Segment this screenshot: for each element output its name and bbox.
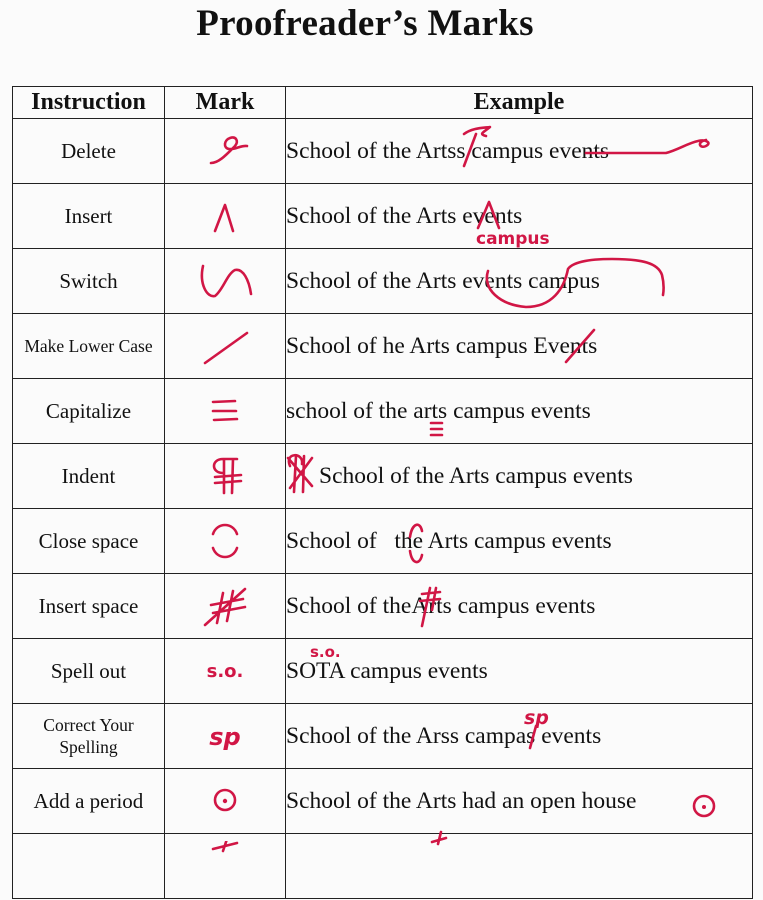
spelling-mark-label: sp <box>209 723 241 751</box>
instruction-cell: Indent <box>13 444 165 509</box>
example-text: SOTA campus events <box>286 657 488 684</box>
example-cell <box>286 184 753 249</box>
table-row <box>13 639 753 704</box>
example-cell <box>286 769 753 834</box>
mark-cell <box>165 444 286 509</box>
table-header-row <box>13 87 753 119</box>
table-row <box>13 704 753 769</box>
header-instruction: Instruction <box>13 87 165 119</box>
spelling-annotation-text: sp <box>524 707 549 729</box>
mark-cell <box>165 509 286 574</box>
table-row <box>13 574 753 639</box>
instruction-cell: Make Lower Case <box>13 314 165 379</box>
spell-out-label: s.o. <box>206 661 244 682</box>
instruction-cell: Insert space <box>13 574 165 639</box>
mark-cell <box>165 119 286 184</box>
instruction-cell: Correct Your Spelling <box>13 704 165 769</box>
table-row <box>13 184 753 249</box>
example-cell <box>286 444 753 509</box>
mark-cell <box>165 834 286 899</box>
spelling-mark-icon <box>193 711 257 761</box>
proofreader-marks-table <box>12 86 753 899</box>
spell-out-annotation-text: s.o. <box>310 643 341 661</box>
example-cell <box>286 119 753 184</box>
header-mark: Mark <box>165 87 286 119</box>
instruction-cell: Close space <box>13 509 165 574</box>
instruction-cell: Switch <box>13 249 165 314</box>
example-cell <box>286 509 753 574</box>
instruction-cell <box>13 834 165 899</box>
table-row <box>13 834 753 899</box>
page-title: Proofreader’s Marks <box>196 3 534 44</box>
table-row <box>13 249 753 314</box>
circled-period-icon <box>193 776 257 826</box>
table-row <box>13 444 753 509</box>
table-row <box>13 509 753 574</box>
table-row <box>13 379 753 444</box>
mark-cell <box>165 704 286 769</box>
spell-out-icon <box>193 646 257 696</box>
paragraph-mark-icon <box>193 451 257 501</box>
example-text: School of the Artss campus events <box>286 137 610 164</box>
example-cell <box>286 249 753 314</box>
example-text: School of the Arts campus events <box>286 527 612 554</box>
mark-cell <box>165 639 286 704</box>
example-cell <box>286 704 753 769</box>
example-text: School of the Arss campas events <box>286 722 602 749</box>
insert-annotation-text: campus <box>476 229 550 249</box>
lowercase-slash-icon <box>193 321 257 371</box>
mark-cell <box>165 769 286 834</box>
insert-space-icon <box>193 581 257 631</box>
instruction-cell: Delete <box>13 119 165 184</box>
example-cell <box>286 834 753 899</box>
example-cell <box>286 639 753 704</box>
header-example: Example <box>286 87 753 119</box>
table-row <box>13 769 753 834</box>
example-text: School of theArts campus events <box>286 592 596 619</box>
mark-cell <box>165 249 286 314</box>
triple-underline-icon <box>193 386 257 436</box>
partial-annotation-icon <box>286 834 753 900</box>
mark-cell <box>165 184 286 249</box>
example-text: School of he Arts campus Events <box>286 332 598 359</box>
table-row <box>13 314 753 379</box>
mark-cell <box>165 574 286 639</box>
instruction-cell: Insert <box>13 184 165 249</box>
table-row <box>13 119 753 184</box>
example-text: School of the Arts campus events <box>319 462 633 489</box>
mark-cell <box>165 379 286 444</box>
example-text: School of the Arts events campus <box>286 267 600 294</box>
partial-mark-icon <box>193 841 257 891</box>
delete-mark-icon <box>193 126 257 176</box>
instruction-cell: Add a period <box>13 769 165 834</box>
transpose-mark-icon <box>193 256 257 306</box>
example-cell <box>286 574 753 639</box>
caret-insert-icon <box>193 191 257 241</box>
example-cell <box>286 379 753 444</box>
mark-cell <box>165 314 286 379</box>
example-text: school of the arts campus events <box>286 397 591 424</box>
instruction-cell: Capitalize <box>13 379 165 444</box>
close-space-icon <box>193 516 257 566</box>
example-cell <box>286 314 753 379</box>
instruction-cell: Spell out <box>13 639 165 704</box>
example-text: School of the Arts had an open house <box>286 787 637 814</box>
example-text: School of the Arts events <box>286 202 523 229</box>
